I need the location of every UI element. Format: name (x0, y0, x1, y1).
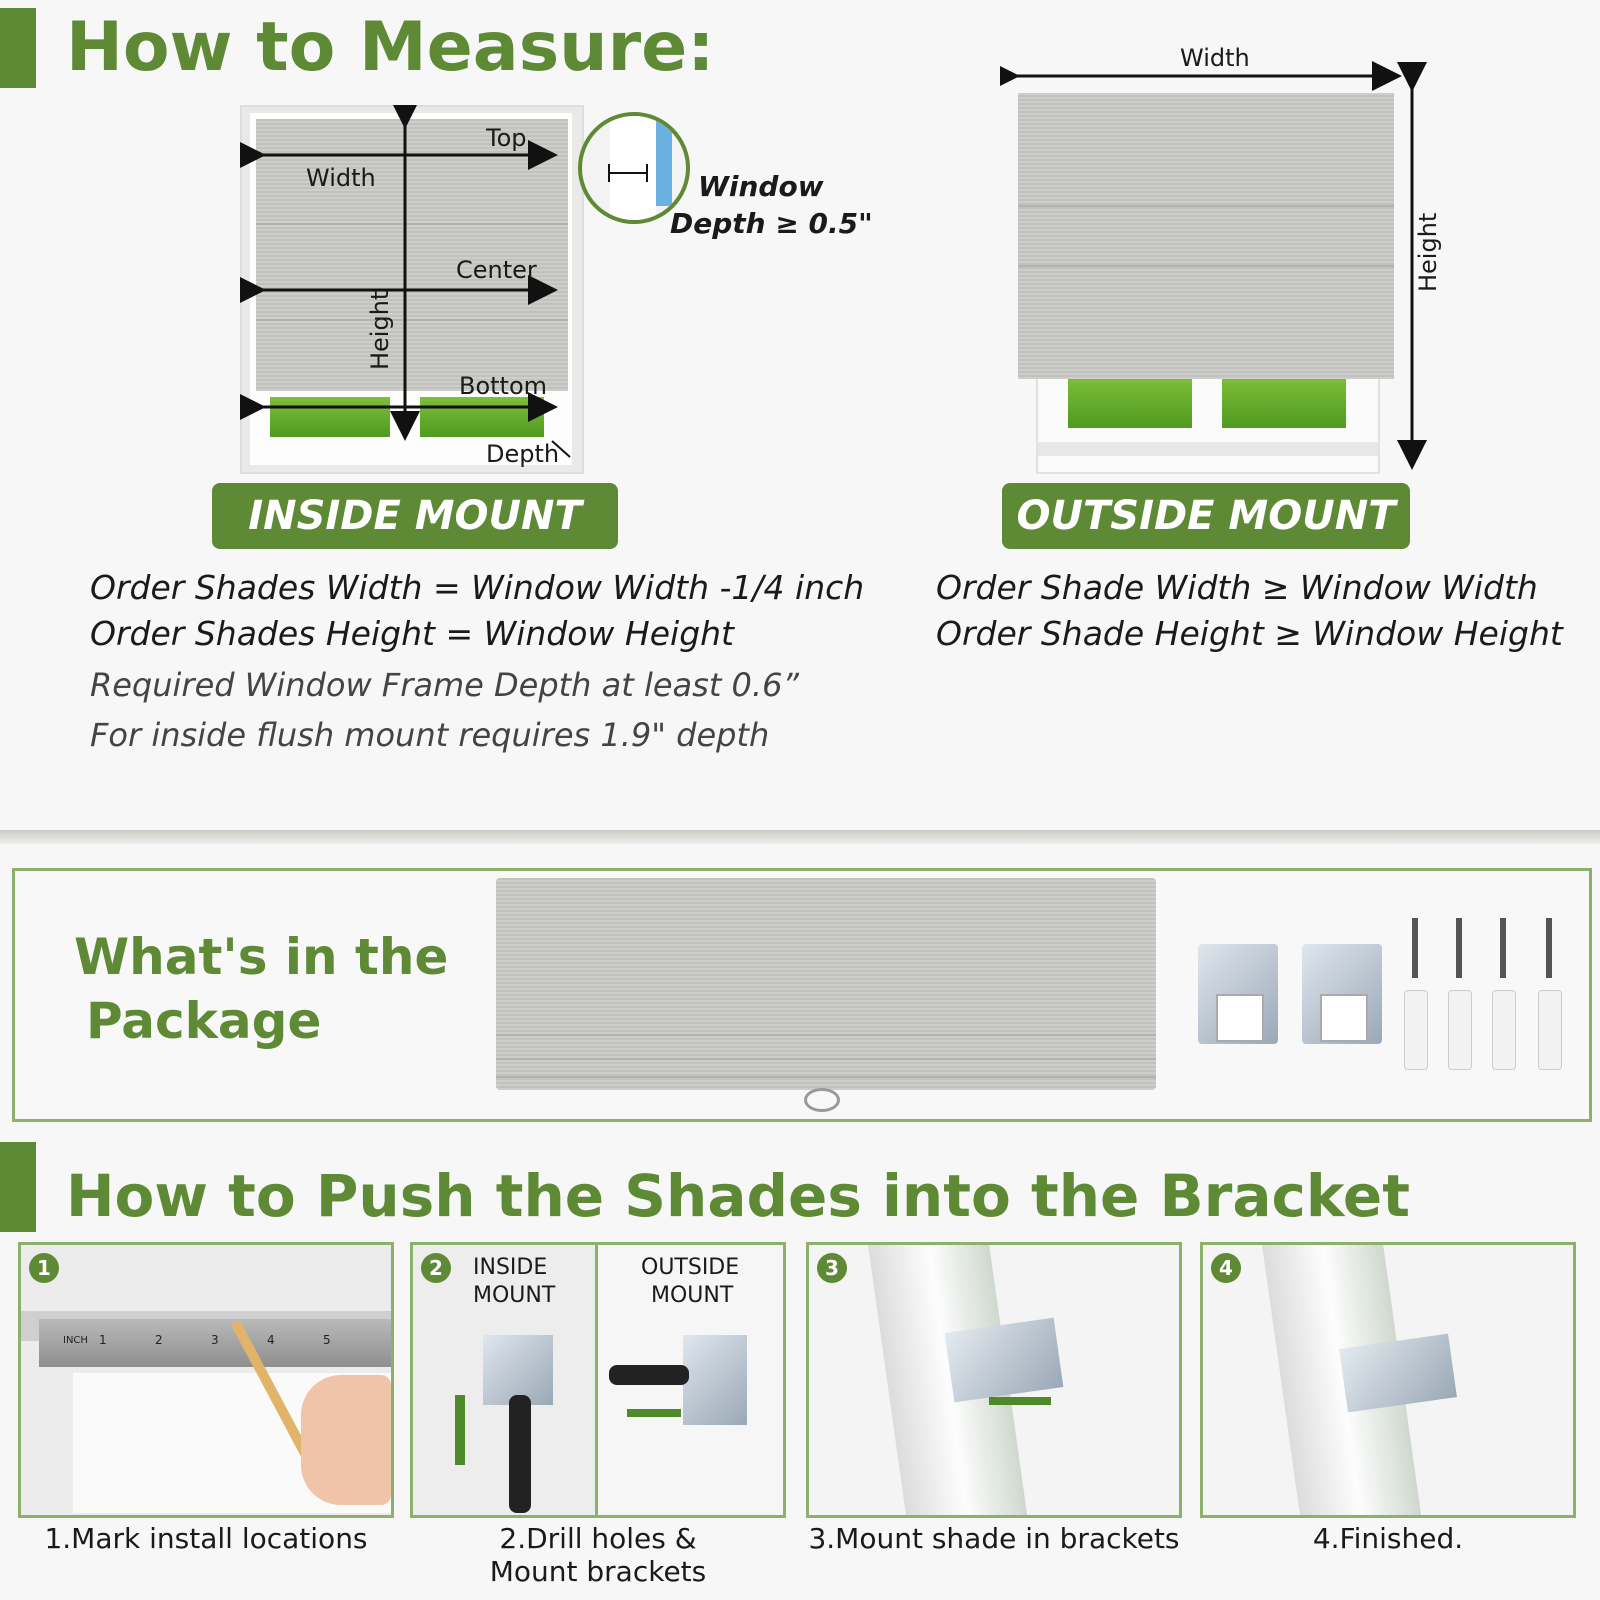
step-4-caption: 4.Finished. (1312, 1522, 1464, 1555)
outside-bracket (683, 1335, 747, 1425)
inside-formula-height: Order Shades Height = Window Height (90, 614, 734, 653)
screws (1406, 918, 1576, 988)
inside-mount-label-2: MOUNT (473, 1283, 556, 1308)
inside-label-bottom: Bottom (459, 372, 548, 400)
package-title-line1: What's in the (74, 928, 449, 986)
inside-label-depth: Depth (486, 440, 560, 468)
ruler-tick-3: 3 (211, 1333, 219, 1347)
inside-note-frame-depth: Required Window Frame Depth at least 0.6” (90, 666, 799, 704)
mounting-bracket-2 (1302, 944, 1382, 1044)
inside-label-top: Top (486, 124, 527, 152)
outside-mount-badge: OUTSIDE MOUNT (1002, 483, 1410, 549)
inside-label-width: Width (306, 164, 376, 192)
measure-title: How to Measure: (66, 8, 715, 87)
inside-measure-arrows (240, 105, 580, 470)
ruler-tick-1: 1 (99, 1333, 107, 1347)
install-title: How to Push the Shades into the Bracket (66, 1162, 1410, 1230)
inside-note-flush-depth: For inside flush mount requires 1.9" depth (90, 716, 770, 754)
ruler-tick-5: 5 (323, 1333, 331, 1347)
outside-measure-arrows (1000, 60, 1440, 480)
step-2-panel (410, 1242, 786, 1518)
ruler-unit: INCH (63, 1335, 88, 1346)
folded-shade (496, 878, 1156, 1090)
step-3-number: 3 (817, 1253, 847, 1283)
ruler-tick-2: 2 (155, 1333, 163, 1347)
inside-mount-badge: INSIDE MOUNT (212, 483, 618, 549)
step-3-panel (806, 1242, 1182, 1518)
step-1-number: 1 (29, 1253, 59, 1283)
inside-mount-label-1: INSIDE (473, 1255, 548, 1280)
step-1-panel (18, 1242, 394, 1518)
push-left-arrow (989, 1397, 1051, 1405)
inside-label-height: Height (366, 290, 394, 370)
outside-drill (609, 1365, 689, 1385)
section-bar-install (0, 1142, 36, 1232)
inside-up-arrow (455, 1395, 465, 1465)
step-4-bracket (1339, 1334, 1457, 1413)
mounting-bracket-1 (1198, 944, 1278, 1044)
section-divider (0, 830, 1600, 844)
outside-formula-width: Order Shade Width ≥ Window Width (936, 568, 1538, 607)
inside-drill (509, 1395, 531, 1513)
step-3-caption: 3.Mount shade in brackets (808, 1522, 1180, 1555)
step-2-caption-line1: 2.Drill holes & (499, 1522, 697, 1555)
step-4-panel (1200, 1242, 1576, 1518)
outside-label-height: Height (1414, 212, 1442, 292)
outside-right-arrow (627, 1409, 681, 1417)
outside-formula-height: Order Shade Height ≥ Window Height (936, 614, 1563, 653)
step-1-caption: 1.Mark install locations (44, 1522, 368, 1555)
pull-ring (804, 1088, 840, 1112)
inside-formula-width: Order Shades Width = Window Width -1/4 inch (90, 568, 865, 607)
section-bar-measure (0, 8, 36, 88)
window-depth-line2: Depth ≥ 0.5" (670, 207, 873, 240)
package-title-line2: Package (86, 992, 322, 1050)
step-2-caption-line2: Mount brackets (489, 1555, 707, 1588)
wall-anchors (1404, 990, 1574, 1070)
step-3-bracket (945, 1318, 1064, 1403)
ruler (39, 1319, 391, 1367)
ruler-tick-4: 4 (267, 1333, 275, 1347)
window-depth-line1: Window (698, 170, 824, 203)
inside-label-center: Center (456, 256, 537, 284)
outside-mount-label-1: OUTSIDE (641, 1255, 740, 1280)
step-2-number: 2 (421, 1253, 451, 1283)
step-4-number: 4 (1211, 1253, 1241, 1283)
hand (301, 1375, 391, 1505)
outside-label-width: Width (1180, 44, 1250, 72)
outside-mount-label-2: MOUNT (651, 1283, 734, 1308)
